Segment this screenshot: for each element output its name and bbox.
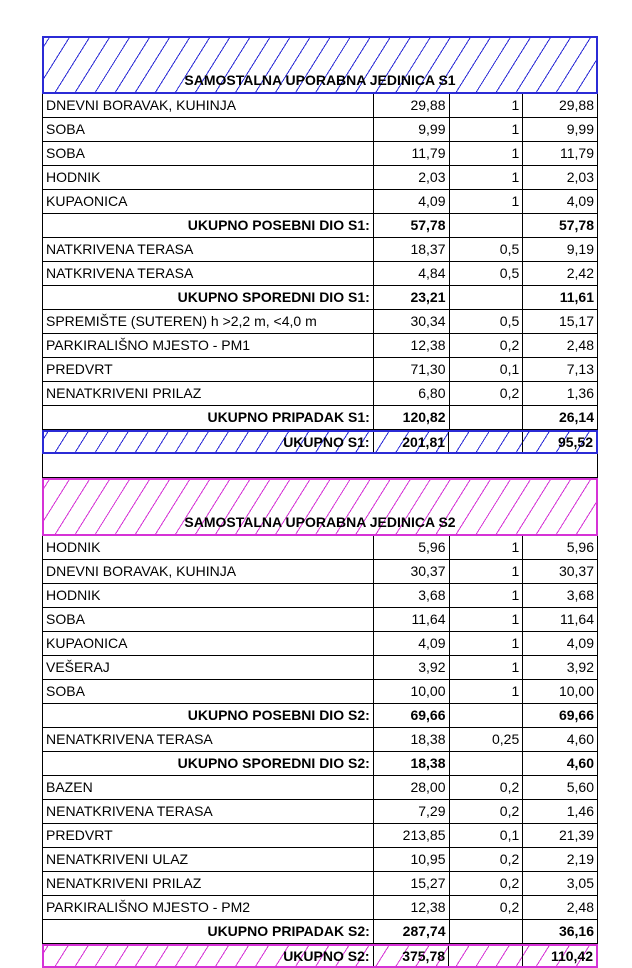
- area-value: 12,38: [374, 896, 450, 919]
- table-row: [42, 190, 598, 214]
- area-value: 12,38: [374, 334, 450, 357]
- room-name: NENATKRIVENA TERASA: [43, 728, 374, 751]
- room-name: HODNIK: [43, 584, 374, 607]
- table-row: [42, 632, 598, 656]
- area-value: 10,00: [374, 680, 450, 703]
- coefficient-value: 0,5: [450, 262, 524, 285]
- coefficient-value: 1: [450, 166, 524, 189]
- spacer-row: [42, 454, 598, 478]
- total-coefficient-cell: [449, 432, 523, 452]
- area-value: 9,99: [374, 118, 450, 141]
- unit-title: SAMOSTALNA UPORABNA JEDINICA S1: [184, 72, 456, 88]
- room-name: NENATKRIVENI PRILAZ: [43, 872, 374, 895]
- coefficient-value: 1: [450, 94, 524, 117]
- coefficient-value: 0,1: [450, 824, 524, 847]
- subtotal-row: [42, 214, 598, 238]
- coefficient-value: 0,5: [450, 310, 524, 333]
- area-value: 213,85: [374, 824, 450, 847]
- total-reduced-value: 110,42: [550, 948, 594, 964]
- coefficient-value: 0,25: [450, 728, 524, 751]
- coefficient-value: 0,2: [450, 848, 524, 871]
- reduced-area-value: 4,60: [566, 731, 594, 747]
- unit-title: SAMOSTALNA UPORABNA JEDINICA S2: [184, 514, 456, 530]
- room-name: UKUPNO POSEBNI DIO S2:: [43, 704, 374, 727]
- coefficient-value: 1: [450, 118, 524, 141]
- reduced-area-value: 4,09: [566, 635, 594, 651]
- table-row: [42, 656, 598, 680]
- reduced-area-value: 57,78: [558, 217, 594, 233]
- area-value: 6,80: [374, 382, 450, 405]
- area-value: 7,29: [374, 800, 450, 823]
- room-name: PREDVRT: [43, 824, 374, 847]
- area-value: 11,79: [374, 142, 450, 165]
- coefficient-value: [450, 214, 524, 237]
- reduced-area-value: 3,05: [566, 875, 594, 891]
- area-value: 2,03: [374, 166, 450, 189]
- reduced-area-value: 9,99: [566, 121, 594, 137]
- area-value: 29,88: [374, 94, 450, 117]
- reduced-area-value: 2,48: [566, 899, 594, 915]
- table-row: [42, 872, 598, 896]
- reduced-area-value: 15,17: [558, 313, 594, 329]
- table-row: [42, 94, 598, 118]
- area-value: 10,95: [374, 848, 450, 871]
- area-value: 69,66: [374, 704, 450, 727]
- coefficient-value: 0,2: [450, 800, 524, 823]
- room-name: PREDVRT: [43, 358, 374, 381]
- subtotal-row: [42, 406, 598, 430]
- room-name: SPREMIŠTE (SUTEREN) h >2,2 m, <4,0 m: [43, 310, 374, 333]
- table-row: [42, 382, 598, 406]
- area-value: 18,38: [374, 752, 450, 775]
- reduced-area-value: 1,36: [566, 385, 594, 401]
- reduced-area-value: 2,03: [566, 169, 594, 185]
- total-area-value: 375,78: [374, 946, 449, 966]
- area-value: 71,30: [374, 358, 450, 381]
- reduced-area-value: 3,68: [566, 587, 594, 603]
- reduced-area-value: 5,96: [566, 539, 594, 555]
- table-row: [42, 776, 598, 800]
- room-name: DNEVNI BORAVAK, KUHINJA: [43, 94, 374, 117]
- room-name: UKUPNO POSEBNI DIO S1:: [43, 214, 374, 237]
- reduced-area-value: 5,60: [566, 779, 594, 795]
- coefficient-value: [450, 286, 524, 309]
- coefficient-value: 0,2: [450, 776, 524, 799]
- area-value: 3,68: [374, 584, 450, 607]
- room-name: SOBA: [43, 608, 374, 631]
- table-row: [42, 536, 598, 560]
- reduced-area-value: 1,46: [566, 803, 594, 819]
- table-row: [42, 166, 598, 190]
- room-name: UKUPNO SPOREDNI DIO S1:: [43, 286, 374, 309]
- room-name: HODNIK: [43, 166, 374, 189]
- room-name: NENATKRIVENI ULAZ: [43, 848, 374, 871]
- area-value: 5,96: [374, 536, 450, 559]
- reduced-area-value: 4,60: [566, 755, 594, 771]
- total-area-value: 201,81: [374, 432, 449, 452]
- coefficient-value: 0,1: [450, 358, 524, 381]
- reduced-area-value: 21,39: [558, 827, 594, 843]
- table-row: [42, 728, 598, 752]
- table-row: [42, 118, 598, 142]
- coefficient-value: 0,2: [450, 872, 524, 895]
- coefficient-value: 0,2: [450, 896, 524, 919]
- area-value: 18,38: [374, 728, 450, 751]
- coefficient-value: 1: [450, 632, 524, 655]
- table-row: [42, 238, 598, 262]
- area-value: 28,00: [374, 776, 450, 799]
- reduced-area-value: 11,64: [560, 611, 594, 627]
- table-row: [42, 334, 598, 358]
- table-row: [42, 608, 598, 632]
- room-name: NENATKRIVENA TERASA: [43, 800, 374, 823]
- room-name: NATKRIVENA TERASA: [43, 238, 374, 261]
- reduced-area-value: 10,00: [558, 683, 594, 699]
- coefficient-value: 1: [450, 680, 524, 703]
- table-row: [42, 310, 598, 334]
- area-value: 18,37: [374, 238, 450, 261]
- room-name: PARKIRALIŠNO MJESTO - PM1: [43, 334, 374, 357]
- reduced-area-value: 2,48: [566, 337, 594, 353]
- table-row: [42, 560, 598, 584]
- total-label: UKUPNO S1:: [44, 432, 374, 452]
- coefficient-value: [450, 704, 524, 727]
- reduced-area-value: 36,16: [558, 923, 594, 939]
- reduced-area-value: 2,42: [566, 265, 594, 281]
- area-value: 30,34: [374, 310, 450, 333]
- total-label: UKUPNO S2:: [44, 946, 374, 966]
- room-name: NATKRIVENA TERASA: [43, 262, 374, 285]
- reduced-area-value: 4,09: [566, 193, 594, 209]
- table-row: [42, 584, 598, 608]
- coefficient-value: 1: [450, 608, 524, 631]
- reduced-area-value: 11,61: [559, 289, 594, 305]
- area-value: 30,37: [374, 560, 450, 583]
- unit-total-row: [42, 944, 598, 968]
- room-name: UKUPNO PRIPADAK S2:: [43, 920, 374, 943]
- coefficient-value: [450, 920, 524, 943]
- subtotal-row: [42, 920, 598, 944]
- reduced-area-value: 9,19: [566, 241, 594, 257]
- reduced-area-value: 2,19: [566, 851, 594, 867]
- coefficient-value: [450, 406, 524, 429]
- coefficient-value: 0,2: [450, 334, 524, 357]
- total-reduced-value: 95,52: [557, 434, 594, 450]
- reduced-area-value: 7,13: [566, 361, 594, 377]
- area-value: 3,92: [374, 656, 450, 679]
- unit-header: [42, 478, 598, 536]
- unit-header: [42, 36, 598, 94]
- area-value: 120,82: [374, 406, 450, 429]
- unit-total-row: [42, 430, 598, 454]
- table-row: [42, 358, 598, 382]
- table-row: [42, 680, 598, 704]
- reduced-area-value: 69,66: [558, 707, 594, 723]
- room-name: HODNIK: [43, 536, 374, 559]
- reduced-area-value: 11,79: [560, 145, 594, 161]
- area-value: 4,84: [374, 262, 450, 285]
- room-name: SOBA: [43, 680, 374, 703]
- coefficient-value: 0,2: [450, 382, 524, 405]
- room-name: UKUPNO SPOREDNI DIO S2:: [43, 752, 374, 775]
- room-name: DNEVNI BORAVAK, KUHINJA: [43, 560, 374, 583]
- room-name: KUPAONICA: [43, 632, 374, 655]
- room-name: PARKIRALIŠNO MJESTO - PM2: [43, 896, 374, 919]
- area-value: 287,74: [374, 920, 450, 943]
- reduced-area-value: 29,88: [558, 97, 594, 113]
- room-name: UKUPNO PRIPADAK S1:: [43, 406, 374, 429]
- reduced-area-value: 30,37: [558, 563, 594, 579]
- coefficient-value: 0,5: [450, 238, 524, 261]
- subtotal-row: [42, 286, 598, 310]
- table-row: [42, 800, 598, 824]
- area-value: 4,09: [374, 632, 450, 655]
- table-row: [42, 824, 598, 848]
- room-name: SOBA: [43, 142, 374, 165]
- coefficient-value: 1: [450, 190, 524, 213]
- coefficient-value: 1: [450, 656, 524, 679]
- coefficient-value: [450, 752, 524, 775]
- area-table: [42, 36, 598, 968]
- room-name: KUPAONICA: [43, 190, 374, 213]
- table-row: [42, 142, 598, 166]
- table-row: [42, 262, 598, 286]
- total-coefficient-cell: [449, 946, 523, 966]
- coefficient-value: 1: [450, 560, 524, 583]
- area-value: 4,09: [374, 190, 450, 213]
- coefficient-value: 1: [450, 536, 524, 559]
- reduced-area-value: 3,92: [566, 659, 594, 675]
- coefficient-value: 1: [450, 142, 524, 165]
- area-value: 23,21: [374, 286, 450, 309]
- table-row: [42, 848, 598, 872]
- room-name: VEŠERAJ: [43, 656, 374, 679]
- subtotal-row: [42, 752, 598, 776]
- room-name: SOBA: [43, 118, 374, 141]
- area-value: 15,27: [374, 872, 450, 895]
- room-name: NENATKRIVENI PRILAZ: [43, 382, 374, 405]
- subtotal-row: [42, 704, 598, 728]
- reduced-area-value: 26,14: [558, 409, 594, 425]
- room-name: BAZEN: [43, 776, 374, 799]
- coefficient-value: 1: [450, 584, 524, 607]
- table-row: [42, 896, 598, 920]
- area-value: 57,78: [374, 214, 450, 237]
- area-value: 11,64: [374, 608, 450, 631]
